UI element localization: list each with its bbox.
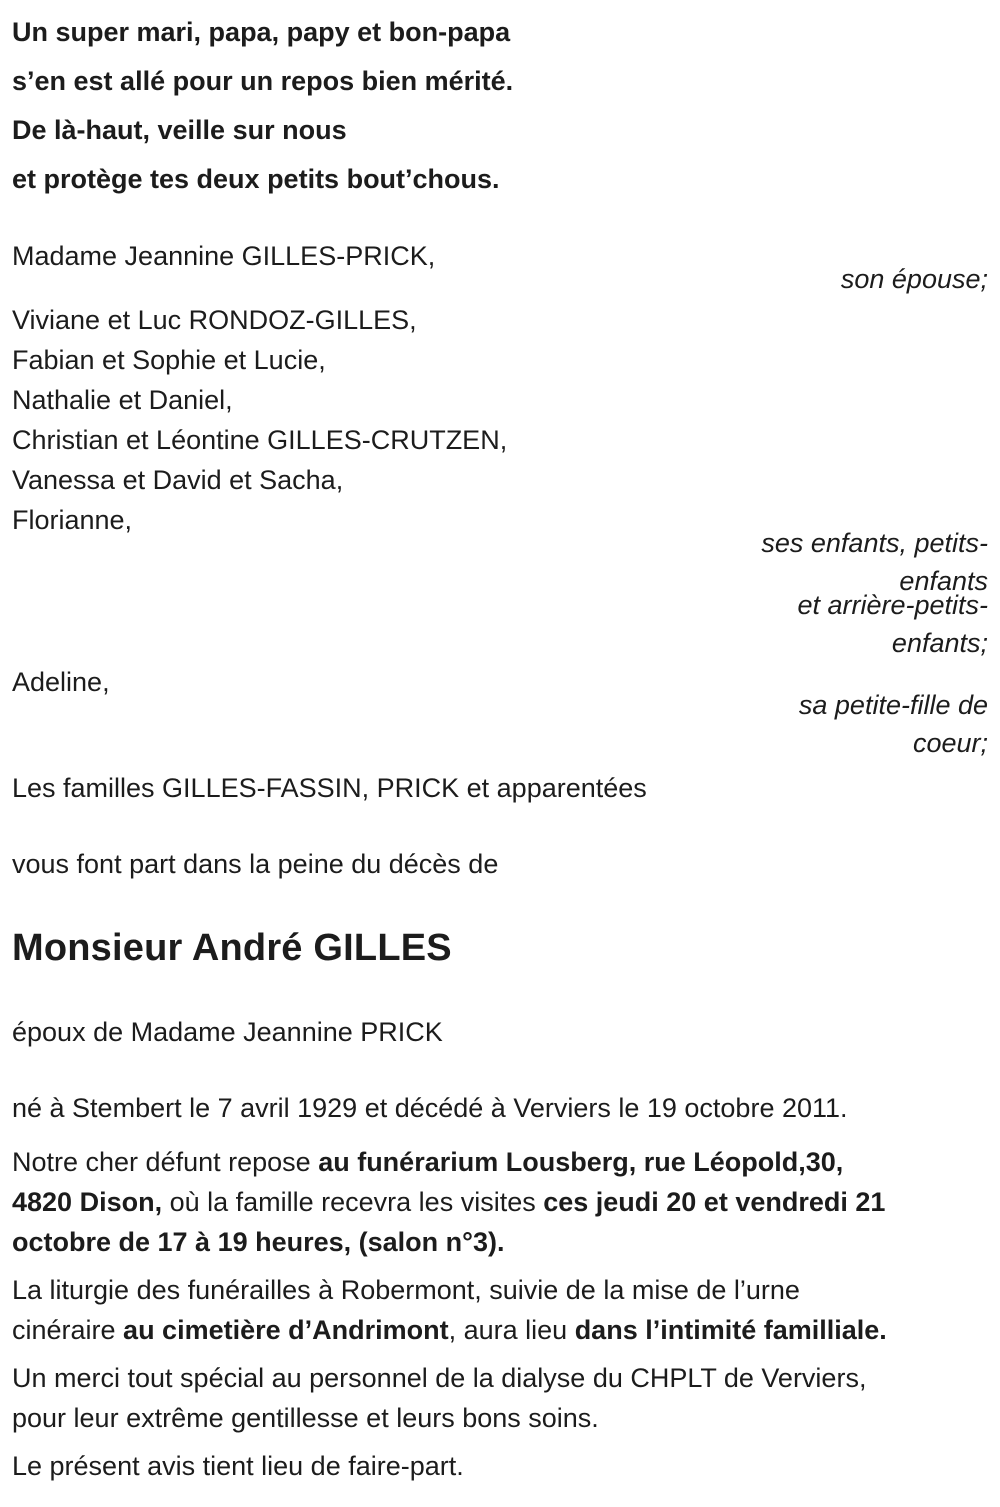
text-segment: au cimetière d’Andrimont bbox=[123, 1315, 449, 1345]
text-segment: , aura lieu bbox=[448, 1315, 575, 1345]
wife-name: Madame Jeannine GILLES-PRICK, bbox=[12, 241, 436, 271]
text-line: Un super mari, papa, papy et bon-papa bbox=[12, 17, 511, 47]
text-line: Viviane et Luc RONDOZ-GILLES, bbox=[12, 305, 417, 335]
text-line: Christian et Léontine GILLES-CRUTZEN, bbox=[12, 425, 508, 455]
announcement-line: vous font part dans la peine du décès de bbox=[12, 849, 499, 879]
text-line: sa petite-fille de bbox=[798, 690, 988, 720]
text-segment: au funérarium Lousberg, rue Léopold,30, bbox=[318, 1147, 844, 1177]
text-line: et protège tes deux petits bout’chous. bbox=[12, 164, 500, 194]
text-line: Un merci tout spécial au personnel de la dialyse du CHPLT de Verviers, bbox=[12, 1363, 867, 1393]
spouse-line: époux de Madame Jeannine PRICK bbox=[12, 1017, 443, 1047]
text-line: enfants; bbox=[891, 628, 988, 658]
text-line: pour leur extrême gentillesse et leurs bons soins. bbox=[12, 1403, 599, 1433]
funeral-home-paragraph bbox=[12, 1142, 988, 1262]
deceased-name: Monsieur André GILLES bbox=[12, 927, 452, 969]
text-line: et arrière-petits- bbox=[797, 590, 988, 620]
opening-verse bbox=[12, 8, 988, 204]
families-line: Les familles GILLES-FASSIN, PRICK et apparentées bbox=[12, 773, 647, 803]
text-line bbox=[12, 1222, 988, 1262]
text-line bbox=[12, 1142, 988, 1182]
life-dates-line: né à Stembert le 7 avril 1929 et décédé à Verviers le 19 octobre 2011. bbox=[12, 1093, 848, 1123]
notice-line: Le présent avis tient lieu de faire-part. bbox=[12, 1451, 464, 1481]
text-segment: cinéraire bbox=[12, 1315, 124, 1345]
text-segment: ces jeudi 20 et vendredi 21 bbox=[543, 1187, 886, 1217]
text-segment: Notre cher défunt repose bbox=[12, 1147, 319, 1177]
children-relation-label bbox=[12, 524, 988, 662]
obituary-notice bbox=[12, 8, 988, 1486]
text-line: Vanessa et David et Sacha, bbox=[12, 465, 344, 495]
children-names bbox=[12, 300, 988, 540]
text-line bbox=[12, 1270, 988, 1310]
text-segment: dans l’intimité familliale. bbox=[574, 1315, 887, 1345]
text-line bbox=[12, 1310, 988, 1350]
text-line: Fabian et Sophie et Lucie, bbox=[12, 345, 326, 375]
text-line bbox=[12, 1182, 988, 1222]
text-line: coeur; bbox=[912, 728, 988, 758]
text-line: enfants bbox=[899, 566, 988, 596]
thanks-paragraph bbox=[12, 1358, 988, 1438]
granddaughter-relation-label bbox=[12, 686, 988, 762]
liturgy-paragraph bbox=[12, 1270, 988, 1350]
children-relation-part2 bbox=[12, 586, 988, 662]
text-segment: La liturgie des funérailles à Robermont, suivie de la mise de l’urne bbox=[12, 1275, 800, 1305]
text-segment: où la famille recevra les visites bbox=[162, 1187, 544, 1217]
text-line: ses enfants, petits- bbox=[761, 528, 988, 558]
text-line: Nathalie et Daniel, bbox=[12, 385, 233, 415]
text-segment: octobre de 17 à 19 heures, (salon n°3). bbox=[12, 1227, 505, 1257]
granddaughter-name: Adeline, bbox=[12, 667, 110, 697]
text-line: Florianne, bbox=[12, 505, 133, 535]
family-section bbox=[12, 236, 988, 808]
text-segment: 4820 Dison, bbox=[12, 1187, 163, 1217]
wife-relation-label: son épouse; bbox=[840, 264, 988, 294]
text-line: s’en est allé pour un repos bien mérité. bbox=[12, 66, 514, 96]
text-line: De là-haut, veille sur nous bbox=[12, 115, 347, 145]
